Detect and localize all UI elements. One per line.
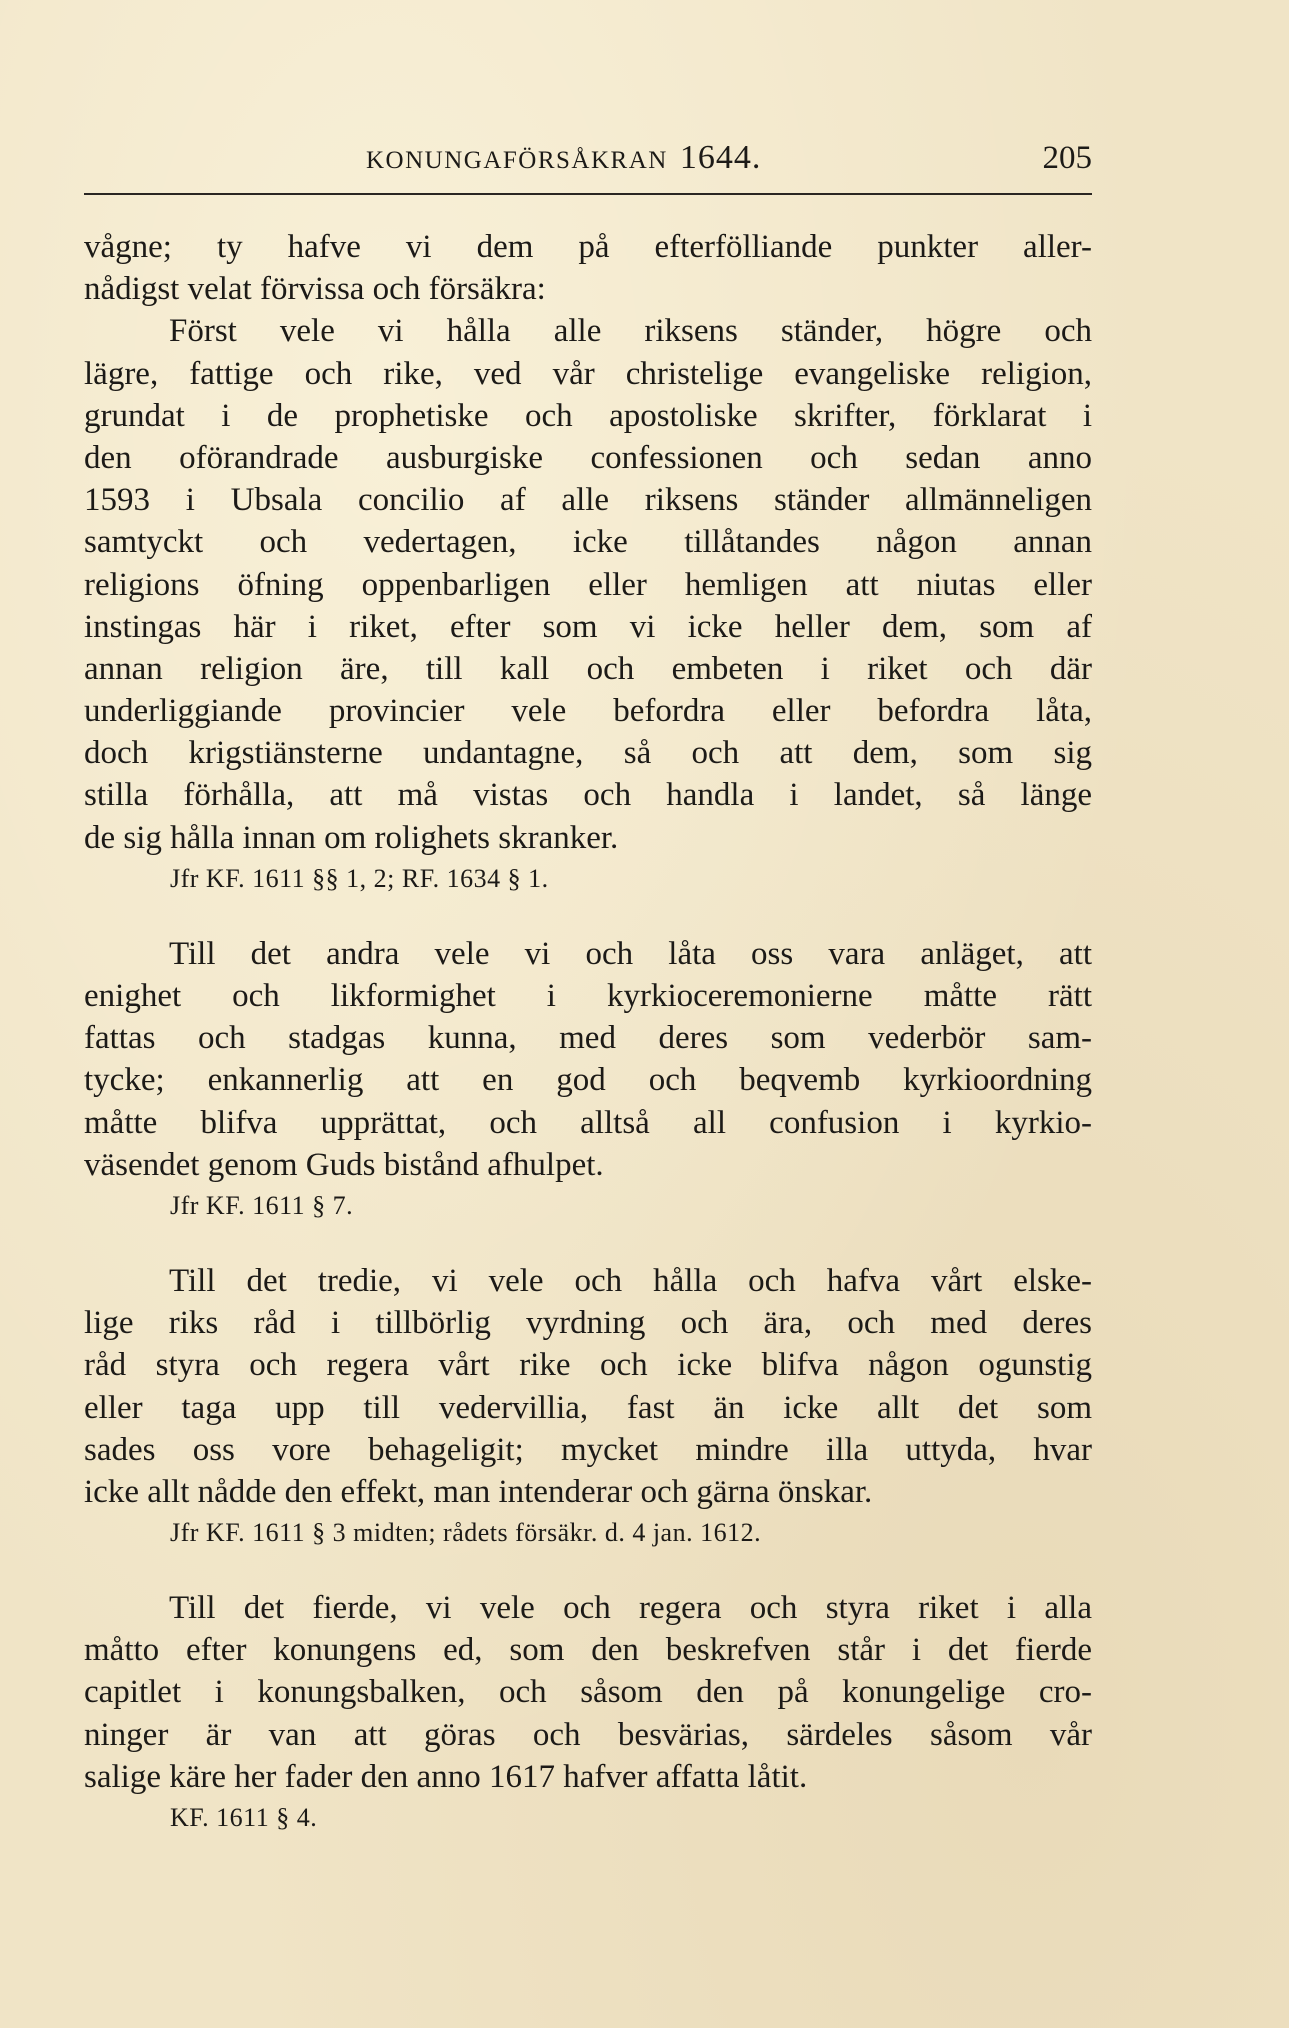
text-line: måtto efter konungens ed, som den beskrefven står i det fierde [84,1632,1092,1669]
paragraph-gap [84,897,1092,933]
reference-note: Jfr KF. 1611 §§ 1, 2; RF. 1634 § 1. [170,863,549,893]
page-header [84,138,1092,178]
paragraph-gap [84,1224,1092,1260]
running-title-text: KONUNGAFÖRSÅKRAN [366,147,668,174]
text-line: annan religion äre, till kall och embeten i riket och där [84,650,1092,687]
text-line: tycke; enkannerlig att en god och beqvemb kyrkioordning [84,1062,1092,1099]
page-number: 205 [1042,140,1092,176]
text-line: grundat i de prophetiske och apostoliske skrifter, förklarat i [84,397,1092,434]
reference-note: KF. 1611 § 4. [170,1803,318,1832]
text-line: råd styra och regera vårt rike och icke blifva någon ogunstig [84,1347,1092,1384]
reference-note: Jfr KF. 1611 § 7. [170,1190,354,1220]
text-line: vågne; ty hafve vi dem på efterfölliande punkter aller- [84,229,1092,265]
paragraph-first-article [84,310,1092,858]
text-line: capitlet i konungsbalken, och såsom den på konungelige cro- [84,1674,1092,1711]
text-line: lägre, fattige och rike, ved vår christelige evangeliske religion, [84,355,1092,392]
text-line: instingas här i riket, efter som vi icke heller dem, som af [84,608,1092,645]
text-line: salige käre her fader den anno 1617 hafver affatta låtit. [84,1758,808,1795]
text-line: Först vele vi hålla alle riksens ständer, högre och [169,313,1092,350]
reference-note: Jfr KF. 1611 § 3 midten; rådets försäkr. d. 4 jan. 1612. [170,1518,762,1548]
paragraph-gap [84,1551,1092,1587]
text-line: religions öfning oppenbarligen eller hemligen att niutas eller [84,566,1092,603]
header-rule [84,193,1092,195]
paragraph-third-article [84,1260,1092,1513]
text-line: Till det tredie, vi vele och hålla och hafva vårt elske- [169,1262,1092,1299]
text-line: de sig hålla innan om rolighets skranker. [84,819,619,856]
text-line: 1593 i Ubsala concilio af alle riksens ständer allmänneligen [84,482,1092,519]
text-line: icke allt nådde den effekt, man intenderar och gärna önskar. [84,1473,873,1510]
text-line: Till det andra vele vi och låta oss vara anläget, att [169,935,1092,972]
running-title-year: 1644. [679,139,762,176]
paragraph-continuation [84,226,1092,310]
text-line: nådigst velat förvissa och försäkra: [84,271,546,308]
paragraph-fourth-article [84,1587,1092,1798]
text-line: stilla förhålla, att må vistas och handla i landet, så länge [84,777,1092,814]
text-line: den oförandrade ausburgiske confessionen och sedan anno [84,439,1092,476]
text-line: enighet och likformighet i kyrkioceremonierne måtte rätt [84,978,1092,1014]
text-line: Till det fierde, vi vele och regera och styra riket i alla [169,1590,1092,1627]
body-text [84,226,1092,1836]
running-title [366,138,761,181]
text-line: underliggiande provincier vele befordra eller befordra låta, [84,693,1092,730]
text-line: ninger är van att göras och besvärias, särdeles såsom vår [84,1716,1092,1753]
text-line: väsendet genom Guds bistånd afhulpet. [84,1146,604,1183]
text-line: eller taga upp till vedervillia, fast än icke allt det som [84,1389,1092,1426]
text-line: lige riks råd i tillbörlig vyrdning och ära, och med deres [84,1305,1092,1342]
text-line: fattas och stadgas kunna, med deres som vederbör sam- [84,1020,1092,1057]
text-line: doch krigstiänsterne undantagne, så och att dem, som sig [84,735,1092,772]
text-line: måtte blifva upprättat, och alltså all confusion i kyrkio- [84,1104,1092,1141]
text-line: samtyckt och vedertagen, icke tillåtandes någon annan [84,524,1092,561]
text-line: sades oss vore behageligit; mycket mindre illa uttyda, hvar [84,1431,1092,1468]
paragraph-second-article [84,933,1092,1186]
